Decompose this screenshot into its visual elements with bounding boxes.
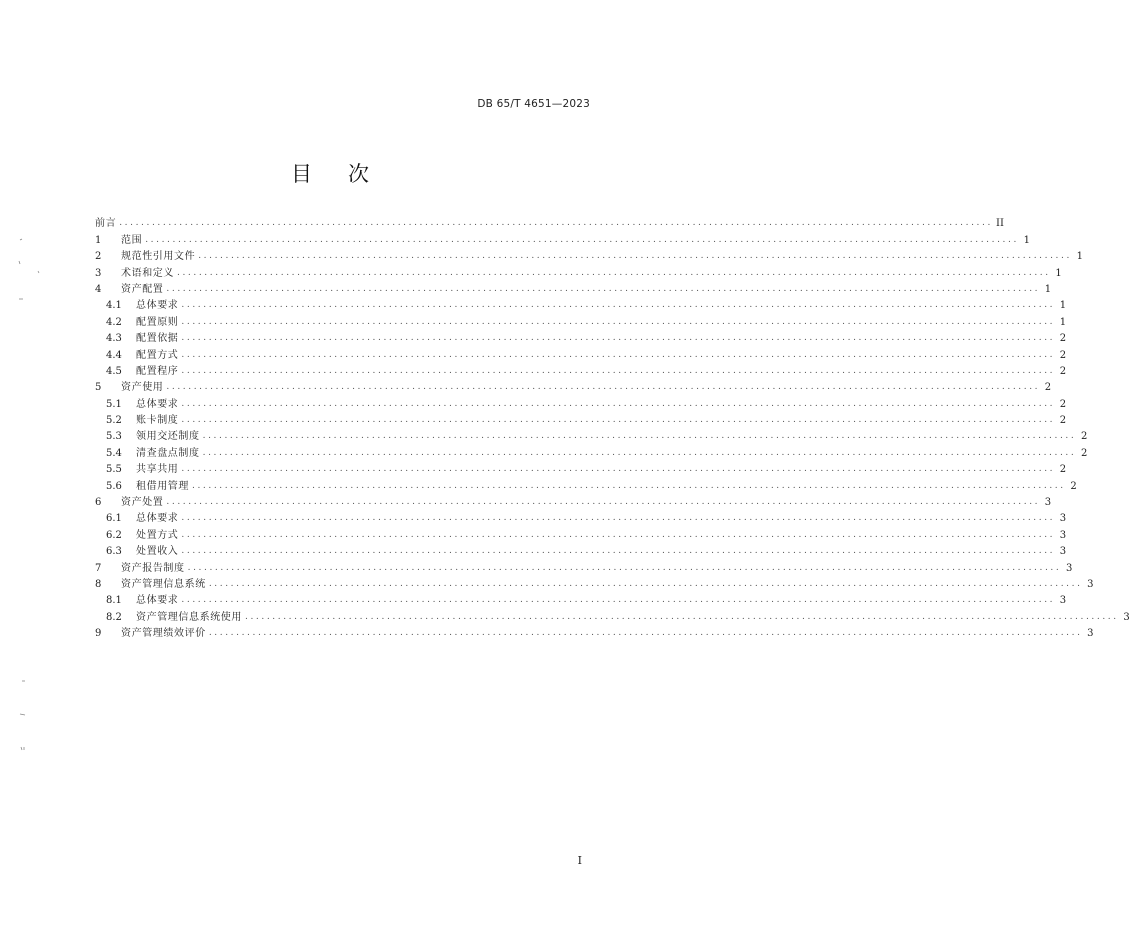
toc-entry-number: 9: [95, 628, 102, 640]
toc-entry-number: 7: [95, 562, 102, 574]
toc-entry-label: 资产使用: [121, 382, 164, 394]
toc-entry-label: 配置程序: [136, 365, 179, 377]
toc-leader-dots: ................................................................................................................................................................: [208, 628, 1083, 639]
toc-leader-dots: ................................................................................................................................................................: [181, 300, 1056, 311]
toc-entry-page: 3: [1087, 628, 1094, 640]
toc-leader-dots: ................................................................................................................................................................: [166, 283, 1041, 294]
toc-entry-page: 1: [1023, 234, 1030, 246]
toc-entry-label: 术语和定义: [121, 267, 174, 279]
toc-entry-number: 5.5: [106, 464, 122, 476]
toc-leader-dots: ................................................................................................................................................................: [202, 447, 1077, 458]
toc-entry-label: 账卡制度: [136, 415, 179, 427]
toc-entry-page: 1: [1055, 267, 1062, 279]
toc-entry-page: 2: [1080, 431, 1088, 443]
toc-leader-dots: ................................................................................................................................................................: [192, 480, 1066, 491]
toc-entry-label: 总体要求: [136, 300, 179, 312]
toc-entry-label: 总体要求: [136, 595, 179, 607]
toc-entry-number: 4: [95, 283, 102, 295]
toc-entry-label: 处置方式: [136, 529, 179, 541]
toc-entry-page: 2: [1070, 480, 1077, 492]
toc-entry-number: 6.1: [106, 513, 122, 525]
toc-entry-number: 5.2: [106, 415, 122, 427]
toc-entry-label: 共享共用: [136, 464, 179, 476]
toc-entry-page: II: [996, 218, 1004, 230]
toc-leader-dots: ................................................................................................................................................................: [145, 234, 1019, 245]
toc-entry-page: 3: [1123, 611, 1130, 623]
toc-entry-page: 2: [1059, 398, 1067, 410]
toc-entry-number: 6.2: [106, 529, 122, 541]
toc-leader-dots: ................................................................................................................................................................: [181, 595, 1056, 606]
toc-entry-page: 3: [1059, 595, 1067, 607]
toc-entry-page: 3: [1044, 497, 1052, 509]
toc-entry-number: 8: [95, 578, 102, 590]
toc-entry-label: 配置原则: [136, 316, 179, 328]
toc-entry-page: 1: [1059, 300, 1067, 312]
toc-leader-dots: ................................................................................................................................................................: [208, 578, 1083, 589]
toc-entry-label: 资产报告制度: [121, 562, 185, 574]
toc-entry-label: 清查盘点制度: [136, 447, 200, 459]
toc-entry-label: 资产管理信息系统: [121, 578, 206, 590]
toc-entry-label: 资产管理绩效评价: [121, 628, 206, 640]
toc-entry-label: 资产管理信息系统使用: [136, 611, 242, 623]
title-char-2: 次: [348, 162, 371, 186]
toc-leader-dots: ................................................................................................................................................................: [177, 267, 1051, 278]
toc-entry-page: 3: [1065, 562, 1073, 574]
toc-entry-label: 范围: [121, 234, 143, 246]
toc-entry-page: 2: [1059, 415, 1067, 427]
toc-entry-page: 3: [1059, 529, 1067, 541]
toc-entry-page: 2: [1059, 464, 1067, 476]
toc-entry-label: 处置收入: [136, 546, 179, 558]
toc-entry-page: 3: [1059, 513, 1067, 525]
toc-entry-page: 2: [1059, 365, 1067, 377]
toc-entry-label: 资产配置: [121, 283, 164, 295]
toc-entry-label: 总体要求: [136, 398, 179, 410]
toc-entry-number: 5.4: [106, 447, 122, 459]
toc-entry-label: 配置依据: [136, 333, 179, 345]
toc-entry-number: 8.2: [106, 611, 122, 623]
toc-entry-number: 4.1: [106, 300, 122, 312]
toc-entry-label: 租借用管理: [136, 480, 189, 492]
toc-entry-number: 4.2: [106, 316, 122, 328]
toc-entry-label: 前言: [95, 218, 117, 230]
toc-entry-page: 2: [1059, 333, 1067, 345]
toc-leader-dots: ................................................................................................................................................................: [181, 398, 1056, 409]
toc-leader-dots: ................................................................................................................................................................: [181, 464, 1056, 475]
toc-entry-number: 4.3: [106, 333, 122, 345]
toc-leader-dots: ................................................................................................................................................................: [166, 382, 1041, 393]
toc-entry-number: 4.5: [106, 365, 122, 377]
toc-entry-number: 1: [95, 234, 102, 246]
toc-entry-label: 规范性引用文件: [121, 251, 196, 263]
toc-leader-dots: ................................................................................................................................................................: [181, 513, 1056, 524]
toc-entry-number: 6: [95, 497, 102, 509]
toc-entry-number: 5: [95, 382, 102, 394]
toc-leader-dots: ................................................................................................................................................................: [181, 333, 1056, 344]
toc-leader-dots: ................................................................................................................................................................: [181, 316, 1056, 327]
toc-entry-page: 1: [1044, 283, 1052, 295]
toc-entry-label: 总体要求: [136, 513, 179, 525]
toc-leader-dots: ................................................................................................................................................................: [181, 415, 1056, 426]
standard-code: DB 65/T 4651—2023: [477, 98, 590, 110]
toc-leader-dots: ................................................................................................................................................................: [245, 611, 1119, 622]
toc-entry-label: 配置方式: [136, 349, 179, 361]
toc-entry-page: 3: [1059, 546, 1067, 558]
page-number: I: [577, 854, 582, 867]
toc-entry-page: 3: [1087, 578, 1094, 590]
toc-entry-number: 3: [95, 267, 102, 279]
title-char-1: 目: [291, 162, 314, 186]
toc-entry-page: 1: [1076, 251, 1083, 263]
toc-entry-page: 1: [1059, 316, 1067, 328]
toc-leader-dots: ................................................................................................................................................................: [202, 431, 1077, 442]
toc-entry-number: 5.3: [106, 431, 122, 443]
toc-entry-label: 领用交还制度: [136, 431, 200, 443]
toc-entry-label: 资产处置: [121, 497, 164, 509]
toc-entry-number: 8.1: [106, 595, 122, 607]
toc-leader-dots: ................................................................................................................................................................: [198, 251, 1072, 262]
toc-entry-page: 2: [1080, 447, 1088, 459]
toc-leader-dots: ................................................................................................................................................................: [181, 349, 1056, 360]
toc-entry-number: 6.3: [106, 546, 122, 558]
toc-entry-page: 2: [1044, 382, 1052, 394]
toc-leader-dots: ................................................................................................................................................................: [181, 546, 1056, 557]
toc-leader-dots: ................................................................................................................................................................: [181, 365, 1056, 376]
toc-leader-dots: ................................................................................................................................................................: [181, 529, 1056, 540]
toc-leader-dots: ................................................................................................................................................................: [166, 497, 1041, 508]
toc-entry-number: 5.6: [106, 480, 122, 492]
toc-entry-number: 5.1: [106, 398, 122, 410]
toc-entry-number: 2: [95, 251, 102, 263]
toc-entry-page: 2: [1059, 349, 1067, 361]
toc-leader-dots: ................................................................................................................................................................: [187, 562, 1062, 573]
toc-leader-dots: ................................................................................................................................................................: [119, 218, 993, 229]
toc-entry-number: 4.4: [106, 349, 122, 361]
